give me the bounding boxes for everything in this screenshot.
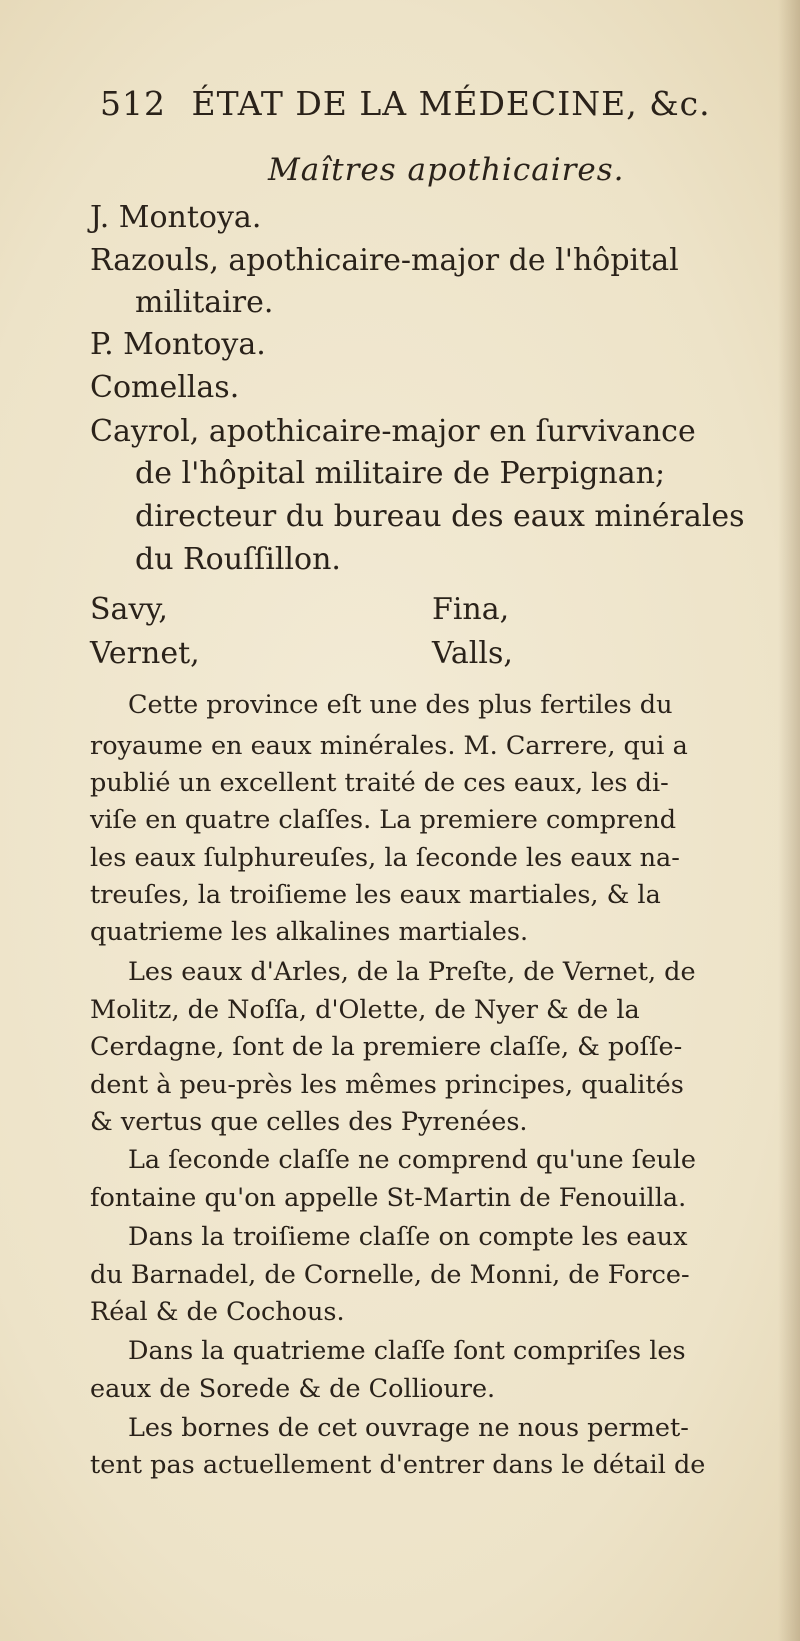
- text-line: Réal & de Cochous.: [90, 1297, 345, 1327]
- name-left: Savy,: [90, 592, 168, 627]
- name-right: Fina,: [432, 592, 510, 627]
- running-title: ÉTAT DE LA MÉDECINE, &c.: [191, 84, 711, 123]
- entry-line: J. Montoya.: [90, 200, 262, 235]
- entry-line: directeur du bureau des eaux minérales: [135, 499, 745, 534]
- text-line: du Barnadel, de Cornelle, de Monni, de Force-: [90, 1260, 690, 1290]
- entry-line: Razouls, apothicaire-major de l'hôpital: [90, 243, 679, 278]
- section-subheading: Maîtres apothicaires.: [268, 152, 625, 188]
- entry-line: de l'hôpital militaire de Perpignan;: [135, 456, 666, 491]
- text-line: Les eaux d'Arles, de la Preſte, de Vernet, de: [128, 957, 696, 987]
- text-line: fontaine qu'on appelle St-Martin de Fenouilla.: [90, 1183, 687, 1213]
- entry-line: Comellas.: [90, 370, 240, 405]
- text-line: Dans la troiſieme claſſe on compte les eaux: [128, 1222, 688, 1252]
- page-edge-shadow: [778, 0, 800, 1641]
- text-line: viſe en quatre claſſes. La premiere comprend: [90, 805, 677, 835]
- text-line: royaume en eaux minérales. M. Carrere, qui a: [90, 731, 688, 761]
- name-left: Vernet,: [90, 636, 200, 671]
- text-line: Dans la quatrieme claſſe ſont compriſes les: [128, 1336, 686, 1366]
- text-line: les eaux ſulphureuſes, la ſeconde les eaux na-: [90, 843, 680, 873]
- text-line: Molitz, de Noſſa, d'Olette, de Nyer & de la: [90, 995, 640, 1025]
- name-right: Valls,: [432, 636, 513, 671]
- running-header: [100, 84, 711, 123]
- entry-line: P. Montoya.: [90, 327, 266, 362]
- text-line: & vertus que celles des Pyrenées.: [90, 1107, 528, 1137]
- text-line: La ſeconde claſſe ne comprend qu'une ſeule: [128, 1145, 696, 1175]
- text-line: quatrieme les alkalines martiales.: [90, 917, 529, 947]
- text-line: Cerdagne, ſont de la premiere claſſe, & poſſe-: [90, 1032, 683, 1062]
- text-line: Cette province eſt une des plus fertiles du: [128, 690, 673, 720]
- text-line: dent à peu-près les mêmes principes, qualités: [90, 1070, 684, 1100]
- text-line: tent pas actuellement d'entrer dans le détail de: [90, 1450, 706, 1480]
- entry-line: Cayrol, apothicaire-major en ſurvivance: [90, 414, 696, 449]
- text-line: Les bornes de cet ouvrage ne nous permet-: [128, 1413, 689, 1443]
- text-line: eaux de Sorede & de Collioure.: [90, 1374, 496, 1404]
- text-line: publié un excellent traité de ces eaux, les di-: [90, 768, 669, 798]
- entry-line: militaire.: [135, 285, 274, 320]
- page-number: 512: [100, 84, 166, 123]
- text-line: treuſes, la troiſieme les eaux martiales, & la: [90, 880, 661, 910]
- entry-line: du Rouſſillon.: [135, 542, 341, 577]
